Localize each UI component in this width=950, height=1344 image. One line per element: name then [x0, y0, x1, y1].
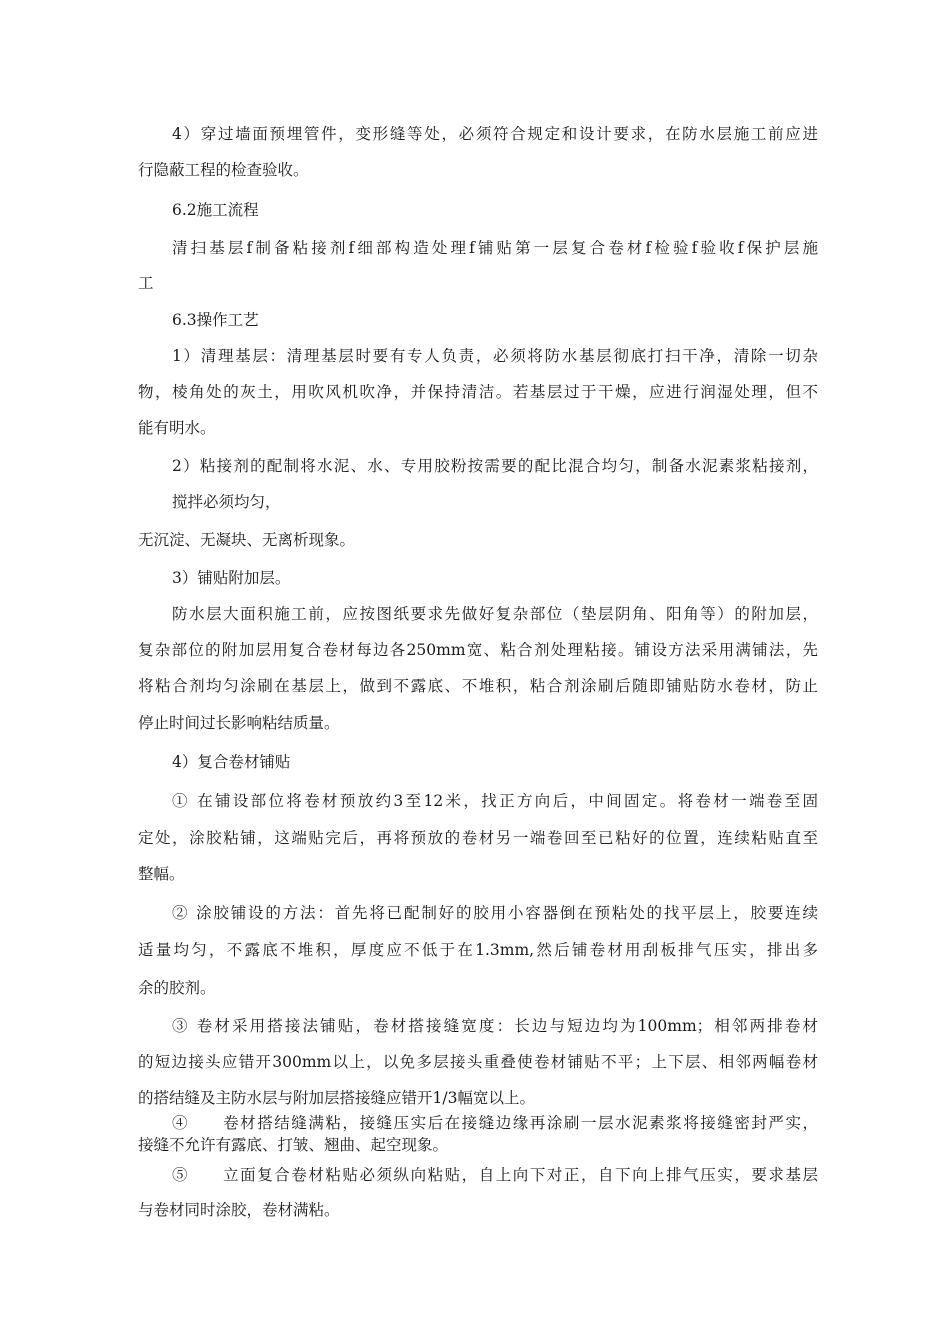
list-item-line: ① 在铺设部位将卷材预放约3至12米，找正方向后，中间固定。将卷材一端卷至固 — [172, 792, 818, 810]
paragraph-line: 1）清理基层：清理基层时要有专人负责，必须将防水基层彻底打扫干净，清除一切杂 — [172, 347, 818, 365]
list-item-line: ③ 卷材采用搭接法铺贴，卷材搭接缝宽度：长边与短边均为100mm；相邻两排卷材 — [172, 1017, 818, 1035]
section-heading: 6.2施工流程 — [172, 201, 259, 219]
paragraph-line: 复杂部位的附加层用复合卷材每边各250mm宽、粘合剂处理粘接。铺设方法采用满铺法，先 — [138, 641, 818, 659]
list-item-line: 接缝不允许有露底、打皱、翘曲、起空现象。 — [138, 1136, 449, 1154]
paragraph-line: 将粘合剂均匀涂刷在基层上，做到不露底、不堆积，粘合剂涂刷后随即铺贴防水卷材，防止 — [138, 677, 818, 695]
paragraph-line: 物，棱角处的灰土，用吹风机吹净，并保持清洁。若基层过于干燥，应进行润湿处理，但不 — [138, 383, 818, 401]
list-item-line: 整幅。 — [138, 865, 185, 883]
list-item-line: ④ 卷材搭结缝满粘，接缝压实后在接缝边缘再涂刷一层水泥素浆将接缝密封严实， — [172, 1114, 818, 1132]
paragraph-line: 行隐蔽工程的检查验收。 — [138, 161, 309, 179]
list-item-line: ② 涂胶铺设的方法：首先将已配制好的胶用小容器倒在预粘处的找平层上，胶要连续 — [172, 904, 818, 922]
subsection-title: 4）复合卷材铺贴 — [172, 753, 291, 771]
paragraph-line: 无沉淀、无凝块、无离析现象。 — [138, 531, 356, 549]
section-heading: 6.3操作工艺 — [172, 311, 259, 329]
paragraph-line: 防水层大面积施工前，应按图纸要求先做好复杂部位（垫层阴角、阳角等）的附加层， — [172, 605, 818, 623]
paragraph-line: 搅拌必须均匀， — [172, 493, 281, 511]
paragraph-line: 能有明水。 — [138, 419, 216, 437]
flow-line: 工 — [138, 274, 154, 292]
paragraph-line: 2）粘接剂的配制将水泥、水、专用胶粉按需要的配比混合均匀，制备水泥素浆粘接剂， — [172, 457, 818, 475]
list-item-line: 定处，涂胶粘铺，这端贴完后，再将预放的卷材另一端卷回至已粘好的位置，连续粘贴直至 — [138, 829, 818, 847]
subsection-title: 3）铺贴附加层。 — [172, 569, 291, 587]
list-item-line: 的搭结缝及主防水层与附加层搭接缝应错开1/3幅宽以上。 — [138, 1089, 535, 1107]
paragraph-line: 停止时间过长影响粘结质量。 — [138, 714, 340, 732]
paragraph-line: 4）穿过墙面预埋管件，变形缝等处，必须符合规定和设计要求，在防水层施工前应进 — [172, 125, 818, 143]
list-item-line: ⑤ 立面复合卷材粘贴必须纵向粘贴，自上向下对正，自下向上排气压实，要求基层 — [172, 1166, 818, 1184]
list-item-line: 与卷材同时涂胶，卷材满粘。 — [138, 1201, 340, 1219]
flow-line: 清扫基层f制备粘接剂f细部构造处理f铺贴第一层复合卷材f检验f验收f保护层施 — [172, 239, 818, 257]
list-item-line: 余的胶剂。 — [138, 979, 216, 997]
list-item-line: 的短边接头应错开300mm以上，以免多层接头重叠使卷材铺贴不平；上下层、相邻两幅卷材 — [138, 1053, 818, 1071]
list-item-line: 适量均匀，不露底不堆积，厚度应不低于在1.3mm,然后铺卷材用刮板排气压实，排出多 — [138, 941, 818, 959]
